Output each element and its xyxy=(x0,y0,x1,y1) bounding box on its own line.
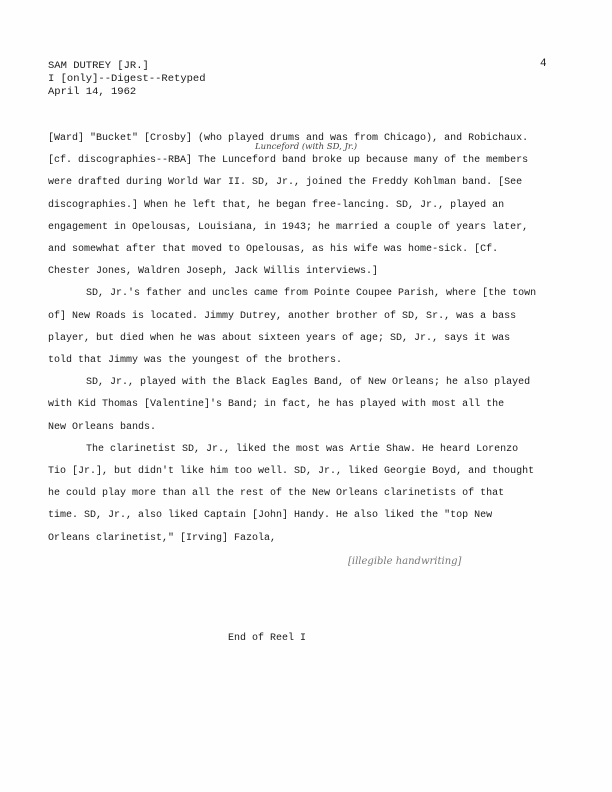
reel-info: I [only]--Digest--Retyped xyxy=(48,73,206,85)
text-line: New Orleans bands. xyxy=(48,421,157,433)
text-line: engagement in Opelousas, Louisiana, in 1943; he married a couple of years later, xyxy=(48,221,529,233)
text-line: he could play more than all the rest of the New Orleans clarinetists of that xyxy=(48,488,505,500)
text-line: [cf. discographies--RBA] The Lunceford band broke up because many of the members xyxy=(48,155,529,167)
paragraph-3 xyxy=(48,372,558,439)
document-body xyxy=(48,128,558,550)
text-line: The clarinetist SD, Jr., liked the most was Artie Shaw. He heard Lorenzo xyxy=(86,443,519,455)
text-line: player, but died when he was about sixteen years of age; SD, Jr., says it was xyxy=(48,332,511,344)
handwritten-annotation-fazola: [illegible handwriting] xyxy=(348,556,462,567)
text-line: Orleans clarinetist," [Irving] Fazola, xyxy=(48,532,277,544)
text-line: were drafted during World War II. SD, Jr., joined the Freddy Kohlman band. [See xyxy=(48,177,523,189)
interview-date: April 14, 1962 xyxy=(48,86,137,98)
text-line: SD, Jr., played with the Black Eagles Band, of New Orleans; he also played xyxy=(86,377,531,389)
text-line: Chester Jones, Waldren Joseph, Jack Willis interviews.] xyxy=(48,266,379,278)
text-line: Tio [Jr.], but didn't like him too well. SD, Jr., liked Georgie Boyd, and thought xyxy=(48,466,535,478)
text-line: with Kid Thomas [Valentine]'s Band; in fact, he has played with most all the xyxy=(48,399,505,411)
handwritten-annotation-lunceford: Lunceford (with SD, Jr.) xyxy=(255,142,358,152)
text-line: told that Jimmy was the youngest of the brothers. xyxy=(48,355,343,367)
text-line: of] New Roads is located. Jimmy Dutrey, another brother of SD, Sr., was a bass xyxy=(48,310,517,322)
document-header xyxy=(48,60,206,99)
text-line: discographies.] When he left that, he began free-lancing. SD, Jr., played an xyxy=(48,199,505,211)
paragraph-1 xyxy=(48,128,558,283)
text-line: time. SD, Jr., also liked Captain [John] Handy. He also liked the "top New xyxy=(48,510,493,522)
paragraph-2 xyxy=(48,283,558,372)
text-line: [Ward] "Bucket" [Crosby] (who played drums and was from Chicago), and Robichaux. xyxy=(48,133,529,144)
end-of-reel-note: End of Reel I xyxy=(228,633,307,644)
paragraph-4 xyxy=(48,439,558,550)
text-line: and somewhat after that moved to Opelousas, as his wife was home-sick. [Cf. xyxy=(48,244,499,256)
text-line: SD, Jr.'s father and uncles came from Pointe Coupee Parish, where [the town xyxy=(86,288,537,300)
interviewee-name: SAM DUTREY [JR.] xyxy=(48,60,149,72)
page-number: 4 xyxy=(540,58,547,70)
